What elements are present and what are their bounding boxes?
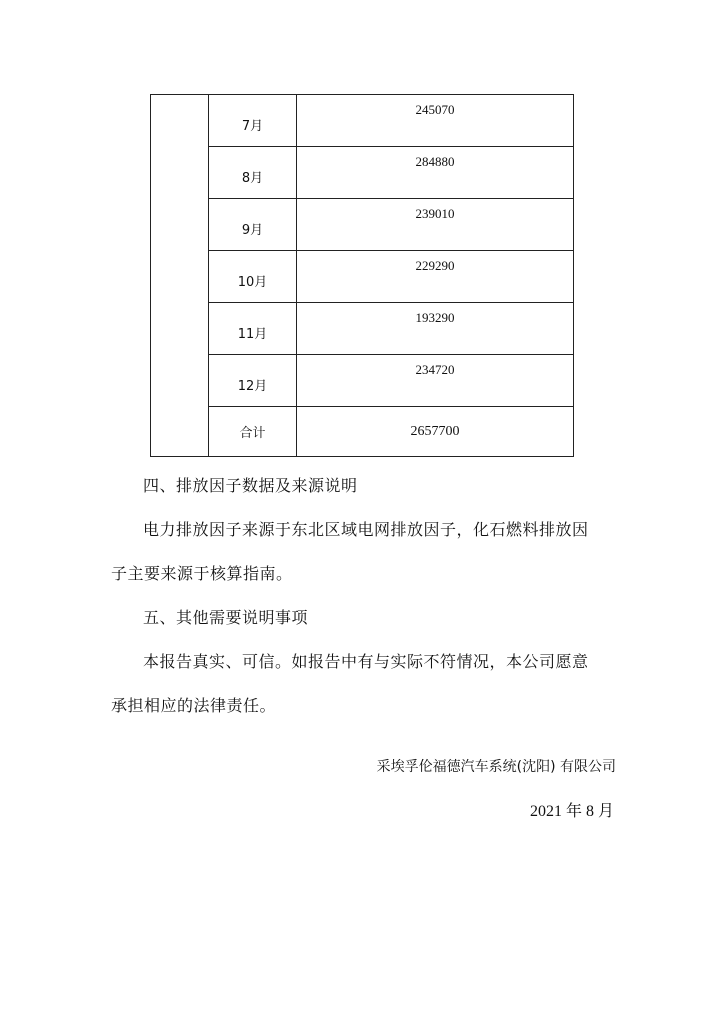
section5-body-line2: 承担相应的法律责任。 bbox=[111, 696, 277, 715]
emissions-table bbox=[150, 94, 574, 457]
total-label: 合计 bbox=[209, 407, 297, 457]
month-cell: 8月 bbox=[209, 147, 297, 199]
month-cell: 9月 bbox=[209, 199, 297, 251]
month-cell: 12月 bbox=[209, 355, 297, 407]
value-cell: 193290 bbox=[297, 303, 574, 355]
total-row bbox=[151, 407, 574, 457]
month-cell: 10月 bbox=[209, 251, 297, 303]
table-row bbox=[151, 147, 574, 199]
value-cell: 229290 bbox=[297, 251, 574, 303]
value-cell: 234720 bbox=[297, 355, 574, 407]
section4-body-line1: 电力排放因子来源于东北区域电网排放因子，化石燃料排放因 bbox=[143, 520, 589, 539]
section4-body-line2: 子主要来源于核算指南。 bbox=[111, 564, 293, 583]
table-row bbox=[151, 199, 574, 251]
section4-heading: 四、排放因子数据及来源说明 bbox=[143, 476, 358, 495]
section5-heading: 五、其他需要说明事项 bbox=[143, 608, 309, 627]
company-signature: 采埃孚伦福德汽车系统(沈阳) 有限公司 bbox=[376, 759, 616, 775]
table-row bbox=[151, 355, 574, 407]
table-row bbox=[151, 95, 574, 147]
value-cell: 284880 bbox=[297, 147, 574, 199]
section5-body-line1: 本报告真实、可信。如报告中有与实际不符情况，本公司愿意 bbox=[143, 652, 589, 671]
signature-date: 2021 年 8 月 bbox=[529, 803, 614, 820]
month-cell: 11月 bbox=[209, 303, 297, 355]
month-cell: 7月 bbox=[209, 95, 297, 147]
total-value: 2657700 bbox=[297, 407, 574, 457]
table-row bbox=[151, 251, 574, 303]
table-row bbox=[151, 303, 574, 355]
value-cell: 245070 bbox=[297, 95, 574, 147]
value-cell: 239010 bbox=[297, 199, 574, 251]
category-cell bbox=[151, 95, 209, 457]
